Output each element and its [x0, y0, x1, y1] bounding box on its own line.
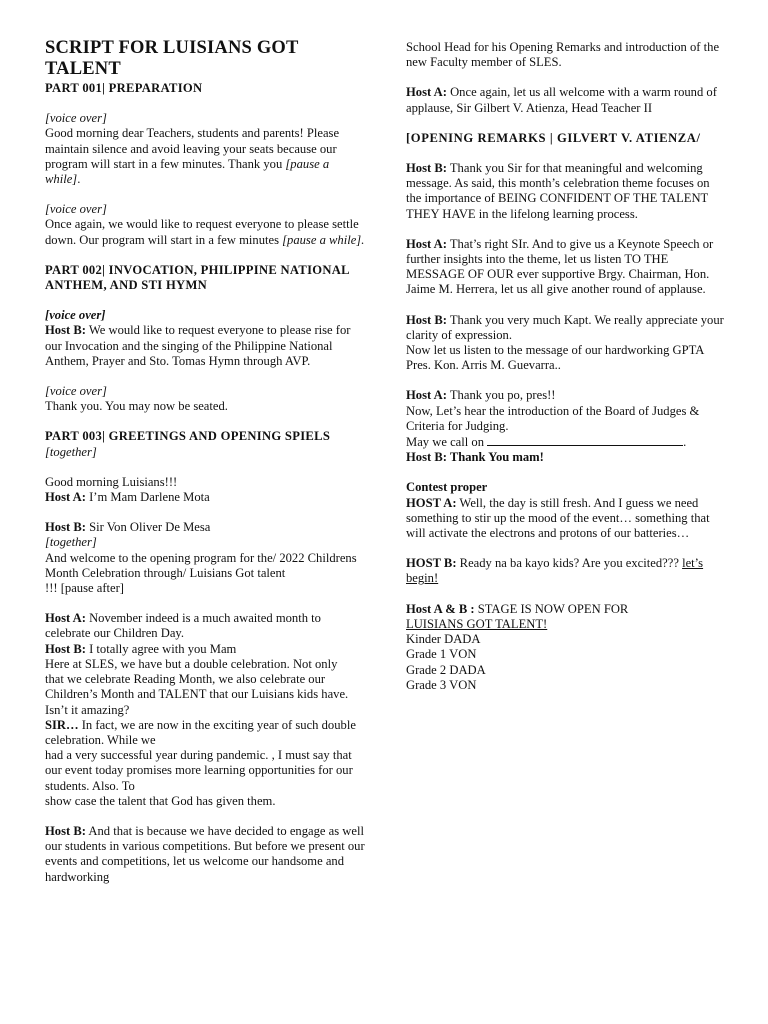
host-b-line: Host B: I totally agree with you Mam: [45, 641, 237, 656]
document-title: SCRIPT FOR LUISIANS GOT TALENT: [45, 38, 299, 79]
part-001-heading: PART 001| PREPARATION: [45, 81, 203, 95]
host-b-line: Host B: Thank you Sir for that meaningful and welcoming message. As said, this month’s celebration theme focuses on the importance of BEING CONFIDENT OF THE TALENT THEY HAVE in the lifelong learning process.: [406, 161, 710, 221]
welcome-line: And welcome to the opening program for the/ 2022 Childrens Month Celebration through/ Luisians Got talent: [45, 550, 357, 580]
right-column: [406, 40, 728, 693]
script-line: Now let us listen to the message of our hardworking GPTA Pres. Kon. Arris M. Guevarra..: [406, 343, 704, 373]
part-003-heading: PART 003| GREETINGS AND OPENING SPIELS: [45, 429, 331, 444]
script-line: show case the talent that God has given them.: [45, 793, 276, 808]
opening-remarks-heading: [OPENING REMARKS | GILVERT V. ATIENZA/: [406, 130, 701, 145]
host-ab-line: Host A & B : STAGE IS NOW OPEN FOR: [406, 601, 629, 616]
lineup-item: Grade 2 DADA: [406, 662, 486, 677]
pause-after-line: !!! [pause after]: [45, 581, 125, 596]
host-a-line: Host A: Thank you po, pres!!: [406, 388, 556, 403]
script-line: had a very successful year during pandemic. , I must say that our event today promises more learning opportunities for our students. Also. To: [45, 748, 353, 793]
continued-line: School Head for his Opening Remarks and introduction of the new Faculty member of SLES.: [406, 40, 720, 70]
host-b-line: Host B: And that is because we have decided to engage as well our students in various competitions. But before we present our events and competitions, let us welcome our handsome and hardworking: [45, 823, 365, 884]
script-line: Now, Let’s hear the introduction of the Board of Judges & Criteria for Judging.: [406, 403, 700, 433]
voice-over-paragraph: Once again, we would like to request everyone to please settle down. Our program will start in a few minutes [pause a while].: [45, 217, 365, 247]
voice-over-tag: [voice over]: [45, 202, 107, 217]
lineup-item: Grade 3 VON: [406, 677, 477, 692]
voice-over-tag: [voice over]: [45, 308, 106, 323]
host-b-line: Host B: Sir Von Oliver De Mesa: [45, 520, 211, 535]
script-line: Here at SLES, we have but a double celebration. Not only: [45, 656, 338, 671]
host-a-line: Host A: November indeed is a much awaited month to celebrate our Children Day.: [45, 611, 321, 641]
host-b-line: Host B: We would like to request everyone to please rise for our Invocation and the singing of the Philippine National Anthem, Prayer and Sto. Tomas Hymn through AVP.: [45, 323, 351, 368]
together-tag: [together]: [45, 444, 97, 459]
part-002-heading: PART 002| INVOCATION, PHILIPPINE NATIONAL ANTHEM, AND STI HYMN: [45, 262, 350, 293]
contest-proper-heading: Contest proper: [406, 480, 488, 495]
host-b-line: Host B: Thank you very much Kapt. We really appreciate your clarity of expression.: [406, 312, 724, 342]
left-column: [45, 38, 367, 885]
lineup-item: Grade 1 VON: [406, 647, 477, 662]
sir-line: SIR… In fact, we are now in the exciting year of such double celebration. While we: [45, 717, 356, 747]
blank-line: [487, 434, 683, 446]
host-a-line: Host A: That’s right SIr. And to give us a Keynote Speech or further insights into the theme, let us listen TO THE MESSAGE OF OUR ever supportive Brgy. Chairman, Hon. Jaime M. Herrera, let us all give another round of applause.: [406, 236, 714, 297]
voice-over-paragraph: Thank you. You may now be seated.: [45, 399, 228, 414]
host-a-line: HOST A: Well, the day is still fresh. And I guess we need something to stir up the mood of the event… something that will activate the electrons and protons of our batteries…: [406, 495, 710, 541]
greeting-line: Good morning Luisians!!!: [45, 474, 178, 489]
voice-over-tag: [voice over]: [45, 384, 107, 399]
host-a-line: Host A: Once again, let us all welcome with a warm round of applause, Sir Gilbert V. Atienza, Head Teacher II: [406, 85, 717, 115]
call-on-line: May we call on .: [406, 435, 687, 450]
together-tag: [together]: [45, 535, 97, 550]
script-line: that we celebrate Reading Month, we also celebrate our Children’s Month and TALENT that our Luisians kids have. Isn’t it amazing?: [45, 672, 349, 717]
host-b-thanks: Host B: Thank You mam!: [406, 450, 544, 465]
host-a-line: Host A: I’m Mam Darlene Mota: [45, 490, 210, 505]
lineup-item: Kinder DADA: [406, 632, 481, 647]
stage-open-line: LUISIANS GOT TALENT!: [406, 616, 548, 631]
host-b-line: HOST B: Ready na ba kayo kids? Are you excited??? let’s begin!: [406, 556, 704, 586]
voice-over-paragraph: Good morning dear Teachers, students and parents! Please maintain silence and avoid leaving your seats because our program will start in a few minutes. Thank you [pause a while].: [45, 126, 340, 187]
voice-over-tag: [voice over]: [45, 111, 107, 126]
